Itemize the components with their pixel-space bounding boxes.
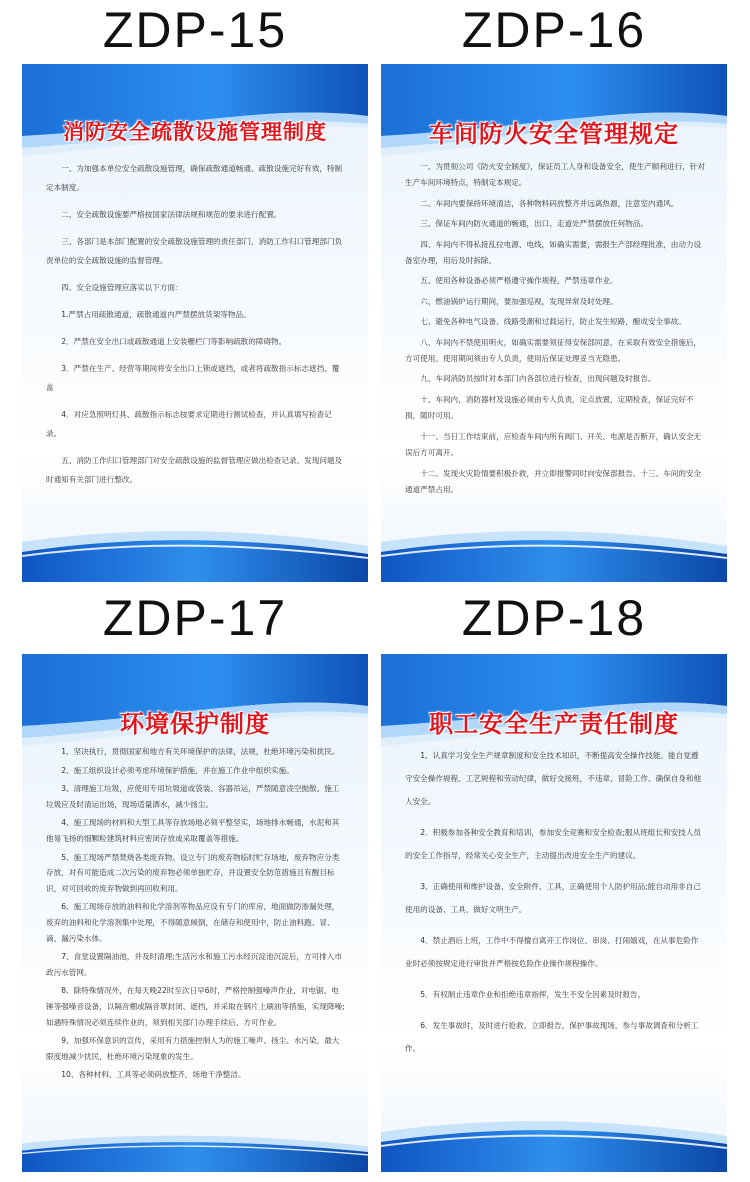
rule-paragraph: 3、正确使用和维护设备、安全附件、工具，正确使用个人防护用品;能自动用非自己使用的设备、工具，做好文明生产。 — [405, 882, 701, 914]
rule-paragraph: 7、食堂设置隔油池，并及时清理;生活污水和施工污水经沉淀池沉淀后，方可排入市政污水管网。 — [46, 952, 342, 977]
rule-paragraph: 一、为贯彻公司《防火安全制度》，保证员工人身和设备安全，使生产顺利进行，针对生产车间环境特点，特制定本规定。 — [405, 162, 705, 188]
poster-title: 消防安全疏散设施管理制度 — [63, 120, 327, 144]
rule-paragraph: 3、清理施工垃圾，应使用专用垃圾道或袋装、容器吊运，严禁随意凌空抛散。施工垃圾应及时清运出场，现场适量洒水，减少扬尘。 — [46, 784, 340, 809]
poster-zdp-18 — [381, 654, 727, 1172]
rule-paragraph: 七、避免各种电气设备、线路受潮和过载运行，防止发生短路，酿成安全事故。 — [420, 317, 686, 327]
rule-paragraph: 6．发生事故时，及时进行抢救，立即报告，保护事故现场，参与事故调查和分析工作。 — [405, 1021, 699, 1053]
rule-paragraph: 8、除特殊情况外，在每天晚22时至次日早6时，严格控制强噪声作业，对电锯、电锤等强噪音设备，以隔音棚或隔音罩封闭、遮挡，并采取在钢片上刷油等措施，实现降噪;如遇特殊情况必须连续作业的，须到相关部门办理手续后，方可作业。 — [46, 986, 345, 1027]
poster-code: ZDP-18 — [461, 590, 647, 646]
rule-paragraph: 9、加强环保意识的宣传，采用有力措施控制人为的施工噪声、扬尘、水污染，最大限度地减少扰民，杜绝环境污染现象的发生。 — [46, 1036, 340, 1061]
poster-bottom-wave — [381, 1102, 727, 1172]
rule-paragraph: 6、施工现场存放的油料和化学溶剂等物品应设有专门的库房，地面做防渗漏处理，废弃的油料和化学溶剂集中处理，不得随意倾倒，在储存和使用中，防止油料跑、冒、滴、漏污染水体。 — [46, 902, 340, 943]
poster-title: 职工安全生产责任制度 — [429, 710, 679, 738]
rule-paragraph: 2．积极参加各种安全教育和培训，参加安全竞赛和安全检查;服从班组长和安技人员的安全工作指导，经常关心安全生产，主动提出改进安全生产的建议。 — [405, 828, 701, 860]
rule-paragraph: 5．有权制止违章作业和拒绝违章指挥，发生不安全因素及时报告。 — [420, 990, 646, 999]
rule-paragraph: 2．严禁在安全出口或疏散通道上安装栅栏门等影响疏散的障碍物。 — [61, 337, 287, 346]
poster-bottom-wave — [22, 1122, 368, 1172]
rule-paragraph: 二、安全疏散设施要严格按国家法律法规和规范的要求进行配置。 — [61, 210, 282, 219]
rule-paragraph: 四、车间内不得私接乱拉电源、电线，如确实需要，需报生产部经理批准，由动力设备室办理，用后及时拆除。 — [405, 239, 702, 266]
rule-paragraph: 1.严禁占用疏散通道，疏散通道内严禁摆放货架等物品。 — [61, 310, 251, 319]
poster-code: ZDP-15 — [102, 2, 288, 58]
poster-bottom-wave — [22, 512, 368, 582]
rule-paragraph: 六、燃油锅炉运行期间，要加强巡视，发现异常及时处理。 — [420, 296, 618, 306]
rule-paragraph: 4．对应急照明灯具、疏散指示标志按要求定期进行测试检查，并认真填写检查记录。 — [46, 410, 332, 438]
rule-paragraph: 3．严禁在生产、经营等期间将安全出口上锁或遮挡，或者将疏散指示标志遮挡、覆盖 — [46, 364, 340, 392]
rule-paragraph: 四、安全设施管理应落实以下方面： — [61, 283, 183, 292]
poster-body — [46, 159, 346, 489]
poster-zdp-15 — [22, 64, 368, 582]
poster-body — [405, 159, 705, 498]
rule-paragraph: 4．禁止酒后上班，工作中不得擅自离开工作岗位、串岗、打闹嬉戏，在从事危险作业时必须按规定进行审批并严格按危险作业操作规程操作。 — [405, 936, 699, 968]
poster-code: ZDP-17 — [102, 590, 288, 646]
rule-paragraph: 1、认真学习安全生产规章制度和安全技术知识，不断提高安全操作技能。能自觉遵守安全操作规程、工艺规程和劳动纪律，做好交接班，不违章、冒险工作、确保自身和他人安全。 — [405, 751, 702, 806]
poster-title: 车间防火安全管理规定 — [429, 120, 679, 148]
poster-code: ZDP-16 — [461, 2, 647, 58]
rule-paragraph: 三、各部门是本部门配置的安全疏散设施管理的责任部门，消防工作归口管理部门负责单位的安全疏散设施的监督管理。 — [46, 237, 343, 265]
rule-paragraph: 九、车间消防员按时对本部门内各部位进行检查，出现问题及时报告。 — [420, 374, 656, 384]
rule-paragraph: 八、车间内不禁使用明火，如确实需要须征得安保部同意，在采取有效安全措施后，方可使用。使用期间须由专人负责，使用后保证处理妥当无隐患。 — [405, 337, 702, 364]
rule-paragraph: 10、各种材料、工具等必须码放整齐，场地干净整洁。 — [61, 1070, 246, 1080]
poster-zdp-17 — [22, 654, 368, 1172]
rule-paragraph: 1、坚决执行，贯彻国家和地方有关环境保护的法律，法规，杜绝环境污染和扰民。 — [61, 747, 340, 756]
rule-paragraph: 五、使用各种设备必须严格遵守操作规程，严禁违章作业。 — [420, 276, 618, 286]
poster-body — [405, 744, 705, 1060]
rule-paragraph: 4、施工现场的材料和大型工具等存放场地必须平整坚实，场地排水畅通，水泥和其他易飞扬的细颗粒建筑材料应密闭存放或采取覆盖等措施。 — [46, 818, 340, 843]
poster-title: 环境保护制度 — [120, 710, 270, 738]
poster-bottom-wave — [381, 512, 727, 582]
rule-paragraph: 五、消防工作归口管理部门对安全疏散设施的监督管理应做出检查记录。发现问题及时通知有关部门进行整改。 — [46, 456, 343, 484]
rule-paragraph: 2、施工组织设计必须考虑环境保护措施，并在施工作业中组织实施。 — [61, 765, 294, 775]
poster-body — [46, 744, 346, 1083]
rule-paragraph: 十二、发现火灾险情要积极扑救，并立即报警同时向安保部报告。十三、车间的安全通道严禁占用。 — [405, 468, 702, 494]
rule-paragraph: 5、施工现场严禁焚烧各类废弃物。设立专门的废弃物临时贮存场地，废弃物应分类存放，对有可能造成二次污染的废弃物必须单独贮存，并设置安全防范措施且有醒目标识，对可回收的废弃物做到再回收利用。 — [46, 852, 340, 893]
rule-paragraph: 一、为加强本单位安全疏散设施管理，确保疏散通道畅通、疏散设施完好有效，特制定本制度。 — [46, 164, 343, 192]
rule-paragraph: 十一、当日工作结束前，应检查车间内所有阀门、开关、电源是否断开，确认安全无误后方可离开。 — [405, 431, 702, 458]
rule-paragraph: 三、保证车间内防火通道的畅通，出口、走道处严禁摆放任何物品。 — [420, 219, 648, 229]
rule-paragraph: 十、车间内，消防器材及设施必须由专人负责，定点放置，定期检查，保证完好不损，随时可用。 — [405, 394, 694, 421]
poster-zdp-16 — [381, 64, 727, 582]
rule-paragraph: 二、车间内要保持环境清洁，各种物料码放整齐并远离热源，注意室内通风。 — [420, 198, 679, 208]
